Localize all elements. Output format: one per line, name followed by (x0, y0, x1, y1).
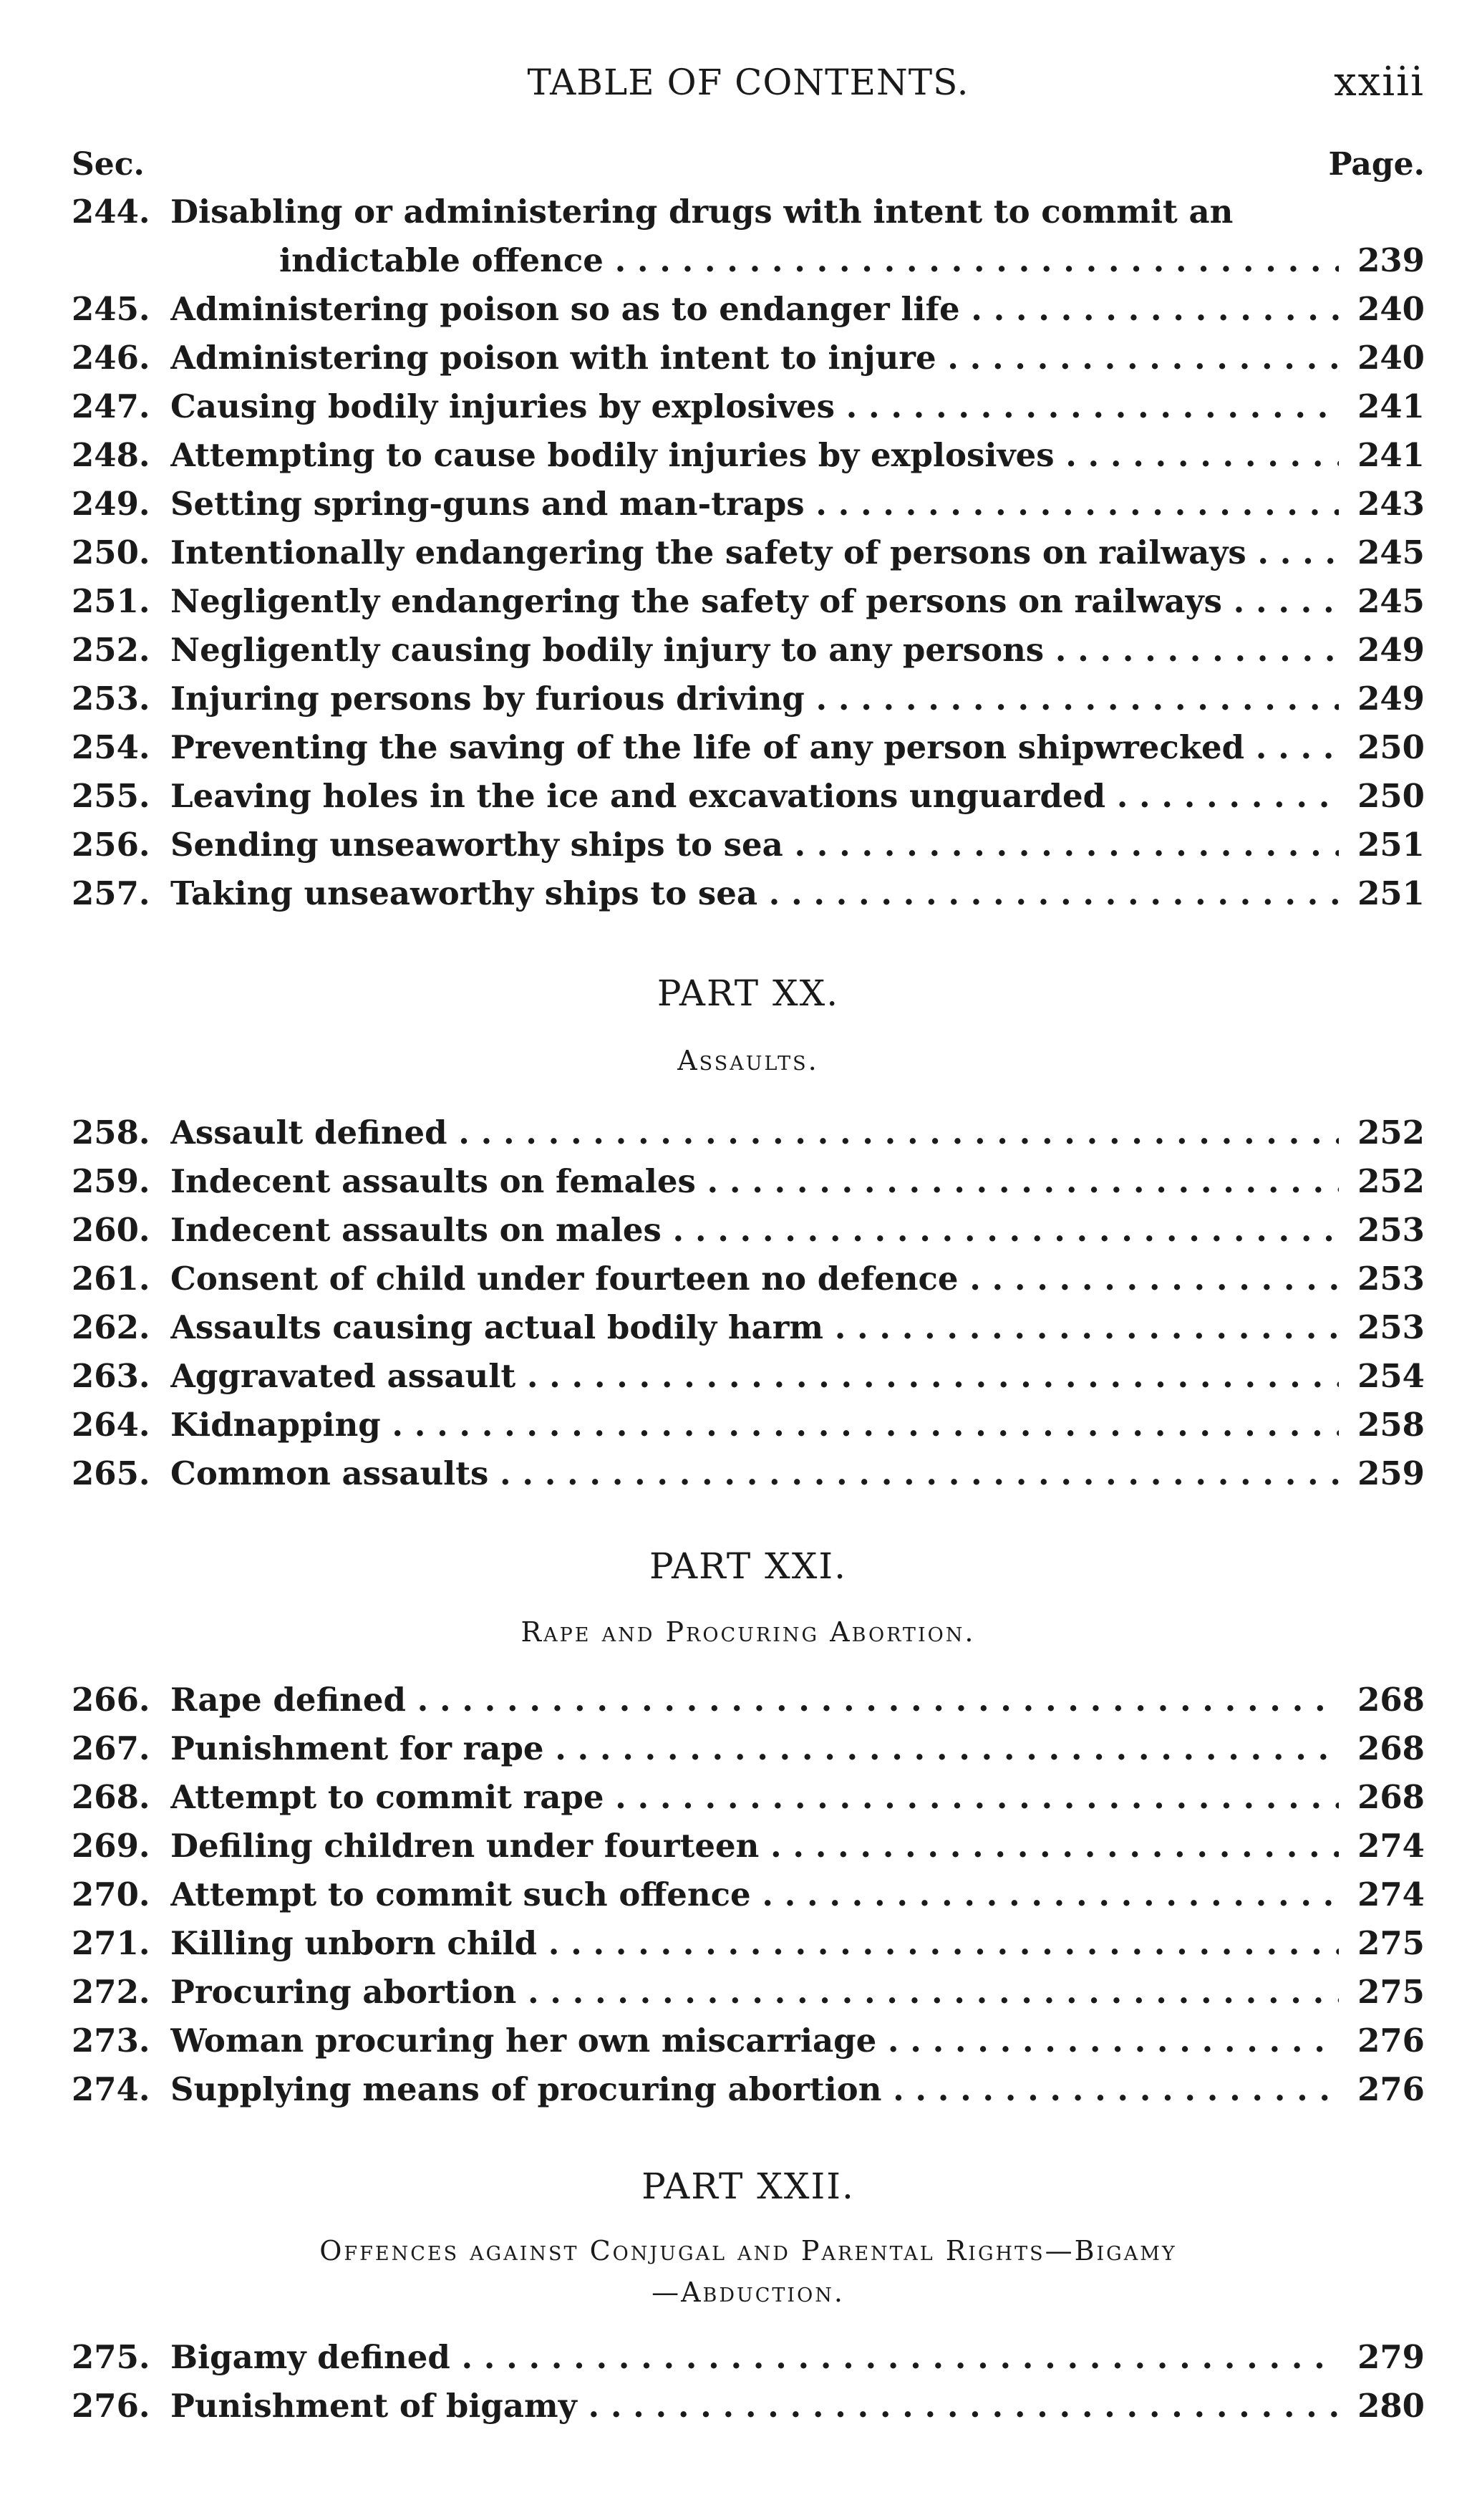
entry-number: 247. (72, 387, 150, 425)
toc-entry (72, 675, 1425, 723)
entry-number: 253. (72, 680, 150, 718)
entry-number: 254. (72, 728, 150, 766)
page-title: TABLE OF CONTENTS. (527, 62, 969, 103)
entry-title: Indecent assaults on females . . . (170, 1157, 1339, 1206)
part-subheading-continuation: —Abduction. (652, 2277, 845, 2308)
toc-entry (72, 1255, 1425, 1303)
entry-title: Causing bodily injuries by explosives . . . (170, 382, 1339, 431)
entry-title: indictable offence . . . (279, 236, 1339, 285)
part-heading: PART XXI. (649, 1545, 847, 1587)
entry-page: 253 (1357, 1308, 1425, 1346)
entry-page: 245 (1357, 582, 1425, 620)
entry-number: 270. (72, 1875, 150, 1913)
entry-number: 262. (72, 1308, 150, 1346)
entry-title: Sending unseaworthy ships to sea . . . (170, 821, 1339, 869)
entry-page: 241 (1357, 387, 1425, 425)
toc-entry (72, 2017, 1425, 2065)
entry-title: Procuring abortion . . . (170, 1968, 1339, 2017)
entry-number: 268. (72, 1778, 150, 1816)
toc-entry (72, 188, 1425, 236)
entry-page: 275 (1357, 1973, 1425, 2011)
entry-title: Intentionally endangering the safety of persons on railways . . . (170, 528, 1339, 577)
entry-number: 256. (72, 826, 150, 864)
entry-number: 248. (72, 436, 150, 474)
entry-number: 266. (72, 1681, 150, 1719)
entry-page: 268 (1357, 1778, 1425, 1816)
entry-number: 255. (72, 777, 150, 815)
part-heading: PART XXII. (641, 2166, 855, 2207)
entry-page: 240 (1357, 339, 1425, 377)
toc-entry (72, 2382, 1425, 2430)
entry-page: 250 (1357, 777, 1425, 815)
entry-number: 267. (72, 1729, 150, 1767)
entry-page: 249 (1357, 631, 1425, 669)
column-headers (72, 143, 1425, 186)
running-head (72, 54, 1425, 111)
entry-title: Aggravated assault . . . (170, 1352, 1339, 1401)
toc-entry (72, 821, 1425, 869)
toc-entry (72, 1773, 1425, 1822)
entry-number: 251. (72, 582, 150, 620)
toc-entry (72, 1724, 1425, 1773)
entry-number: 272. (72, 1973, 150, 2011)
page-number: xxiii (1334, 59, 1425, 105)
entry-number: 250. (72, 534, 150, 571)
entry-title: Killing unborn child . . . (170, 1919, 1339, 1968)
toc-entry (72, 1968, 1425, 2017)
toc-entry-continuation (72, 236, 1425, 285)
part-heading: PART XX. (657, 972, 840, 1014)
entry-title: Preventing the saving of the life of any person shipwrecked . . . (170, 723, 1339, 772)
toc-entry (72, 1822, 1425, 1870)
entry-title: Assault defined . . . (170, 1109, 1339, 1157)
toc-page (72, 0, 1425, 2520)
entry-page: 239 (1357, 241, 1425, 279)
toc-entry (72, 1206, 1425, 1255)
entry-number: 258. (72, 1114, 150, 1152)
entry-page: 253 (1357, 1211, 1425, 1249)
entry-page: 251 (1357, 826, 1425, 864)
entry-number: 273. (72, 2022, 150, 2060)
entry-title: Punishment for rape . . . (170, 1724, 1339, 1773)
toc-entry (72, 1870, 1425, 1919)
toc-entry (72, 1109, 1425, 1157)
part-subheading: Assaults. (677, 1045, 819, 1076)
entry-title: Taking unseaworthy ships to sea . . . (170, 869, 1339, 918)
entry-title: Bigamy defined . . . (170, 2333, 1339, 2382)
entry-title: Defiling children under fourteen . . . (170, 1822, 1339, 1870)
entry-number: 263. (72, 1357, 150, 1395)
entry-page: 250 (1357, 728, 1425, 766)
entry-page: 259 (1357, 1454, 1425, 1492)
entry-page: 253 (1357, 1260, 1425, 1298)
toc-entry (72, 480, 1425, 528)
toc-entry (72, 431, 1425, 480)
entry-page: 276 (1357, 2070, 1425, 2108)
toc-entry (72, 1676, 1425, 1724)
entry-title: Attempt to commit rape . . . (170, 1773, 1339, 1822)
entry-title: Administering poison with intent to injure . . . (170, 334, 1339, 382)
toc-entry (72, 1157, 1425, 1206)
entry-number: 264. (72, 1406, 150, 1444)
entry-page: 241 (1357, 436, 1425, 474)
toc-entry (72, 382, 1425, 431)
sec-column-header: Sec. (72, 146, 145, 183)
part-subheading: Rape and Procuring Abortion. (520, 1616, 976, 1648)
toc-entry (72, 2065, 1425, 2114)
entry-page: 275 (1357, 1924, 1425, 1962)
entry-number: 259. (72, 1162, 150, 1200)
entry-number: 244. (72, 193, 150, 231)
entry-number: 271. (72, 1924, 150, 1962)
toc-entry (72, 334, 1425, 382)
entry-title: Rape defined . . . (170, 1676, 1339, 1724)
entry-title: Attempting to cause bodily injuries by explosives . . . (170, 431, 1339, 480)
entry-page: 245 (1357, 534, 1425, 571)
entry-title: Disabling or administering drugs with intent to commit an (170, 193, 1234, 231)
entry-page: 251 (1357, 874, 1425, 912)
entry-page: 243 (1357, 485, 1425, 523)
entry-page: 280 (1357, 2387, 1425, 2425)
entry-page: 252 (1357, 1114, 1425, 1152)
entry-title: Negligently causing bodily injury to any persons . . . (170, 626, 1339, 675)
entry-page: 240 (1357, 290, 1425, 328)
entry-title: Attempt to commit such offence . . . (170, 1870, 1339, 1919)
entry-title: Punishment of bigamy . . . (170, 2382, 1339, 2430)
toc-entry (72, 1919, 1425, 1968)
entry-title: Indecent assaults on males . . . (170, 1206, 1339, 1255)
entry-title: Common assaults . . . (170, 1449, 1339, 1498)
part-subheading: Offences against Conjugal and Parental Rights—Bigamy (319, 2235, 1177, 2266)
entry-number: 252. (72, 631, 150, 669)
toc-entry (72, 869, 1425, 918)
entry-number: 274. (72, 2070, 150, 2108)
entry-number: 269. (72, 1827, 150, 1865)
entry-page: 274 (1357, 1875, 1425, 1913)
toc-entry (72, 285, 1425, 334)
toc-entry (72, 723, 1425, 772)
entry-number: 261. (72, 1260, 150, 1298)
entry-number: 249. (72, 485, 150, 523)
entry-title: Negligently endangering the safety of persons on railways . . . (170, 577, 1339, 626)
entry-title: Injuring persons by furious driving . . . (170, 675, 1339, 723)
entry-page: 279 (1357, 2338, 1425, 2376)
entry-title: Kidnapping . . . (170, 1401, 1339, 1449)
entry-title: Setting spring-guns and man-traps . . . (170, 480, 1339, 528)
entry-page: 254 (1357, 1357, 1425, 1395)
toc-entry (72, 772, 1425, 821)
entry-page: 274 (1357, 1827, 1425, 1865)
toc-entry (72, 1303, 1425, 1352)
entry-page: 276 (1357, 2022, 1425, 2060)
entry-number: 265. (72, 1454, 150, 1492)
entry-page: 268 (1357, 1729, 1425, 1767)
toc-entry (72, 626, 1425, 675)
entry-page: 252 (1357, 1162, 1425, 1200)
entry-number: 246. (72, 339, 150, 377)
entry-number: 275. (72, 2338, 150, 2376)
page-column-header: Page. (1328, 146, 1425, 183)
toc-entry (72, 1352, 1425, 1401)
entry-number: 245. (72, 290, 150, 328)
entry-title: Leaving holes in the ice and excavations unguarded . . . (170, 772, 1339, 821)
entry-title: Woman procuring her own miscarriage . . . (170, 2017, 1339, 2065)
entry-title: Supplying means of procuring abortion . . . (170, 2065, 1339, 2114)
entry-page: 249 (1357, 680, 1425, 718)
toc-entry (72, 577, 1425, 626)
entry-title: Assaults causing actual bodily harm . . . (170, 1303, 1339, 1352)
entry-number: 257. (72, 874, 150, 912)
toc-entry (72, 2333, 1425, 2382)
entry-page: 258 (1357, 1406, 1425, 1444)
entry-title: Administering poison so as to endanger life . . . (170, 285, 1339, 334)
toc-entry (72, 1449, 1425, 1498)
entry-number: 276. (72, 2387, 150, 2425)
entry-number: 260. (72, 1211, 150, 1249)
entry-title: Consent of child under fourteen no defence . . . (170, 1255, 1339, 1303)
toc-entry (72, 528, 1425, 577)
toc-entry (72, 1401, 1425, 1449)
entry-page: 268 (1357, 1681, 1425, 1719)
